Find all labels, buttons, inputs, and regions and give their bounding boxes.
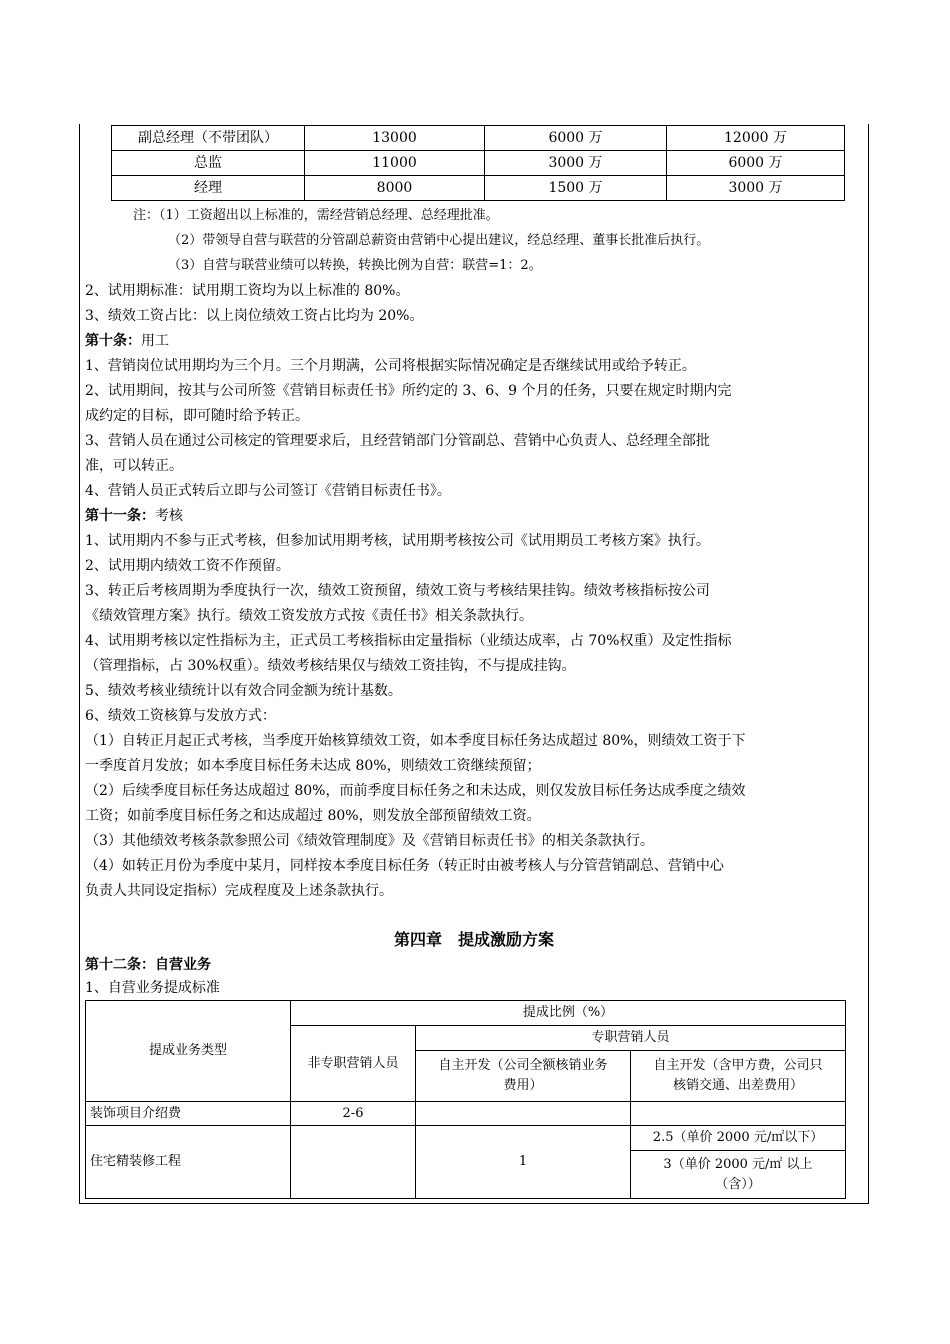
section-name: 考核 <box>155 508 183 524</box>
section-heading <box>85 329 169 353</box>
type-cell: 装饰项目介绍费 <box>86 1102 291 1126</box>
target-cell: 3000 万 <box>667 176 845 201</box>
salary-table <box>111 125 845 201</box>
body-line: 5、绩效考核业绩统计以有效合同金额为统计基数。 <box>85 683 402 699</box>
ratio-cell: 2.5（单价 2000 元/㎡以下） <box>631 1126 846 1151</box>
body-line: 1、试用期内不参与正式考核，但参加试用期考核，试用期考核按公司《试用期员工考核方案》执行。 <box>85 533 710 549</box>
ratio-cell <box>631 1102 846 1126</box>
header-cell: 非专职营销人员 <box>291 1026 416 1102</box>
table-row <box>112 176 845 201</box>
body-line: 3、营销人员在通过公司核定的管理要求后，且经营销部门分管副总、营销中心负责人、总经理全部批 <box>85 433 710 449</box>
header-cell: 提成业务类型 <box>86 1001 291 1102</box>
commission-table <box>85 1000 846 1199</box>
body-line: 1、自营业务提成标准 <box>85 980 220 996</box>
header-line: 费用） <box>503 1078 543 1093</box>
position-cell: 经理 <box>112 176 305 201</box>
body-line: 3、转正后考核周期为季度执行一次，绩效工资预留，绩效工资与考核结果挂钩。绩效考核指标按公司 <box>85 583 710 599</box>
header-cell: 专职营销人员 <box>416 1026 846 1051</box>
target-cell: 6000 万 <box>667 151 845 176</box>
body-line: 3、绩效工资占比：以上岗位绩效工资占比均为 20%。 <box>85 308 424 324</box>
body-line: 准，可以转正。 <box>85 458 183 474</box>
ratio-cell: 2-6 <box>291 1102 416 1126</box>
salary-cell: 13000 <box>305 126 485 151</box>
target-cell: 1500 万 <box>485 176 667 201</box>
ratio-cell <box>291 1126 416 1199</box>
table-row <box>86 1102 846 1126</box>
body-line: 一季度首月发放；如本季度目标任务未达成 80%，则绩效工资继续预留； <box>85 758 541 774</box>
header-cell: 提成比例（%） <box>291 1001 846 1026</box>
section-heading: 第十二条：自营业务 <box>85 957 211 973</box>
body-line: 2、试用期间，按其与公司所签《营销目标责任书》所约定的 3、6、9 个月的任务，只要在规定时期内完 <box>85 383 732 399</box>
target-cell: 6000 万 <box>485 126 667 151</box>
table-row <box>112 151 845 176</box>
header-cell <box>631 1051 846 1102</box>
body-line: （1）自转正月起正式考核，当季度开始核算绩效工资，如本季度目标任务达成超过 80%，则绩效工资于下 <box>85 733 746 749</box>
header-line: 自主开发（含甲方费，公司只 <box>653 1058 823 1073</box>
position-cell: 副总经理（不带团队） <box>112 126 305 151</box>
target-cell: 3000 万 <box>485 151 667 176</box>
section-number: 第十一条： <box>85 508 155 524</box>
section-heading <box>85 504 183 528</box>
note-line: （2）带领导自营与联营的分管副总薪资由营销中心提出建议，经总经理、董事长批准后执行。 <box>168 233 710 248</box>
section-number: 第十条： <box>85 333 141 349</box>
table-row <box>112 126 845 151</box>
table-row <box>86 1126 846 1151</box>
body-line: 成约定的目标，即可随时给予转正。 <box>85 408 309 424</box>
body-line: 《绩效管理方案》执行。绩效工资发放方式按《责任书》相关条款执行。 <box>85 608 533 624</box>
section-name: 用工 <box>141 333 169 349</box>
body-line: 负责人共同设定指标）完成程度及上述条款执行。 <box>85 883 393 899</box>
ratio-line: 3（单价 2000 元/㎡ 以上 <box>663 1156 813 1172</box>
body-line: 1、营销岗位试用期均为三个月。三个月期满，公司将根据实际情况确定是否继续试用或给予转正。 <box>85 358 696 374</box>
header-line: 自主开发（公司全额核销业务 <box>438 1058 608 1073</box>
chapter-title: 第四章 提成激励方案 <box>393 930 554 949</box>
salary-cell: 11000 <box>305 151 485 176</box>
body-line: 2、试用期标准：试用期工资均为以上标准的 80%。 <box>85 283 410 299</box>
body-line: （2）后续季度目标任务达成超过 80%，而前季度目标任务之和未达成，则仅发放目标任务达成季度之绩效 <box>85 783 746 799</box>
body-line: 4、试用期考核以定性指标为主，正式员工考核指标由定量指标（业绩达成率，占 70%权重）及定性指标 <box>85 633 732 649</box>
table-row <box>86 1001 846 1026</box>
salary-cell: 8000 <box>305 176 485 201</box>
header-line: 核销交通、出差费用） <box>672 1078 803 1093</box>
ratio-cell: 1 <box>416 1126 631 1199</box>
body-line: 6、绩效工资核算与发放方式： <box>85 708 276 724</box>
type-cell: 住宅精装修工程 <box>86 1126 291 1199</box>
body-line: （3）其他绩效考核条款参照公司《绩效管理制度》及《营销目标责任书》的相关条款执行。 <box>85 833 654 849</box>
body-line: 工资；如前季度目标任务之和达成超过 80%，则发放全部预留绩效工资。 <box>85 808 541 824</box>
body-line: （管理指标，占 30%权重）。绩效考核结果仅与绩效工资挂钩，不与提成挂钩。 <box>85 658 576 674</box>
note-line: 注：（1）工资超出以上标准的，需经营销总经理、总经理批准。 <box>133 208 499 223</box>
ratio-line: （含）） <box>715 1176 761 1192</box>
body-line: （4）如转正月份为季度中某月，同样按本季度目标任务（转正时由被考核人与分管营销副总、营销中心 <box>85 858 724 874</box>
body-line: 4、营销人员正式转后立即与公司签订《营销目标责任书》。 <box>85 483 451 499</box>
header-cell <box>416 1051 631 1102</box>
note-line: （3）自营与联营业绩可以转换，转换比例为自营：联营=1：2。 <box>168 258 542 273</box>
position-cell: 总监 <box>112 151 305 176</box>
target-cell: 12000 万 <box>667 126 845 151</box>
ratio-cell <box>416 1102 631 1126</box>
ratio-cell <box>631 1151 846 1199</box>
body-line: 2、试用期内绩效工资不作预留。 <box>85 558 290 574</box>
